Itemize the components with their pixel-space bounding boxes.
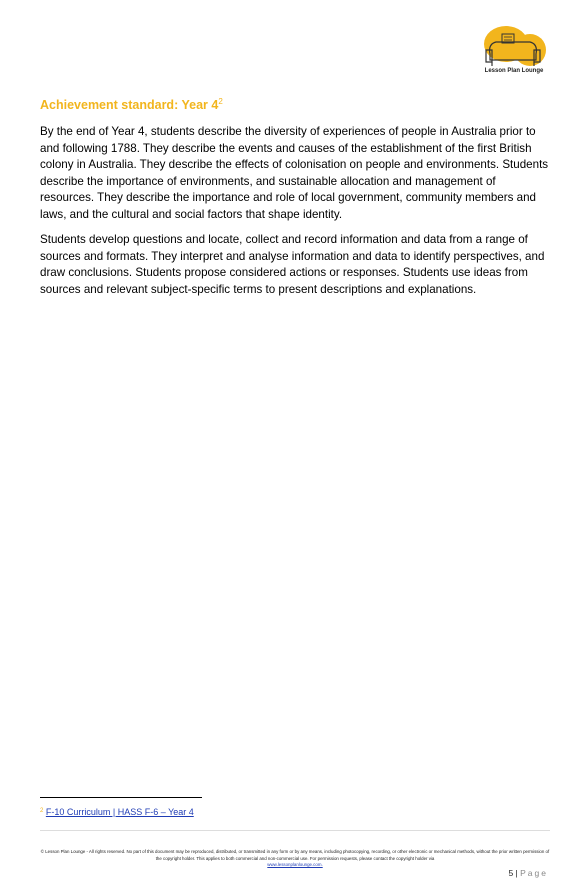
- footnote-number: 2: [40, 808, 44, 814]
- heading-text: Achievement standard: Year 4: [40, 98, 219, 112]
- paragraph-2: Students develop questions and locate, collect and record information and data from a range of sources and formats. They interpret and analyse information and data to identify perspectives, and draw conclusions. Students propose considered actions or responses. Students use ideas from sources and relevant subject-specific terms to present descriptions and explanations.: [40, 233, 545, 296]
- footnote-link[interactable]: F-10 Curriculum | HASS F-6 – Year 4: [45, 807, 194, 817]
- page-number-value: 5: [508, 868, 514, 878]
- page-label: Page: [520, 868, 548, 878]
- section-heading: [40, 97, 223, 112]
- logo-text: Lesson Plan Lounge: [484, 68, 544, 74]
- footer-divider: [40, 830, 550, 831]
- page-number: [508, 868, 548, 878]
- website-link[interactable]: www.lessonplanlounge.com.: [267, 862, 323, 867]
- page-separator: |: [515, 868, 518, 878]
- footnote: [40, 807, 194, 817]
- footnote-divider: [40, 797, 202, 798]
- copyright-notice: [40, 849, 550, 869]
- footnote-ref[interactable]: 2: [218, 97, 223, 106]
- copyright-text: © Lesson Plan Lounge - All rights reserved. No part of this document may be reproduced, distributed, or transmitted in any form or by any means, including photocopying, recording, or other electronic or mechanical methods, without the prior written permission of the copyright holder. This applies to both commercial and non-commercial use. For permission requests, please contact the copyright holder via: [40, 849, 550, 861]
- paragraph-1: By the end of Year 4, students describe the diversity of experiences of people in Australia prior to and following 1788. They describe the events and causes of the establishment of the first British colony in Australia. They describe the effects of colonisation on people and environments. Students describe the importance of environments, and sustainable allocation and management of resources. They describe the importance and role of local government, community members and laws, and the cultural and social factors that shape identity.: [40, 125, 549, 221]
